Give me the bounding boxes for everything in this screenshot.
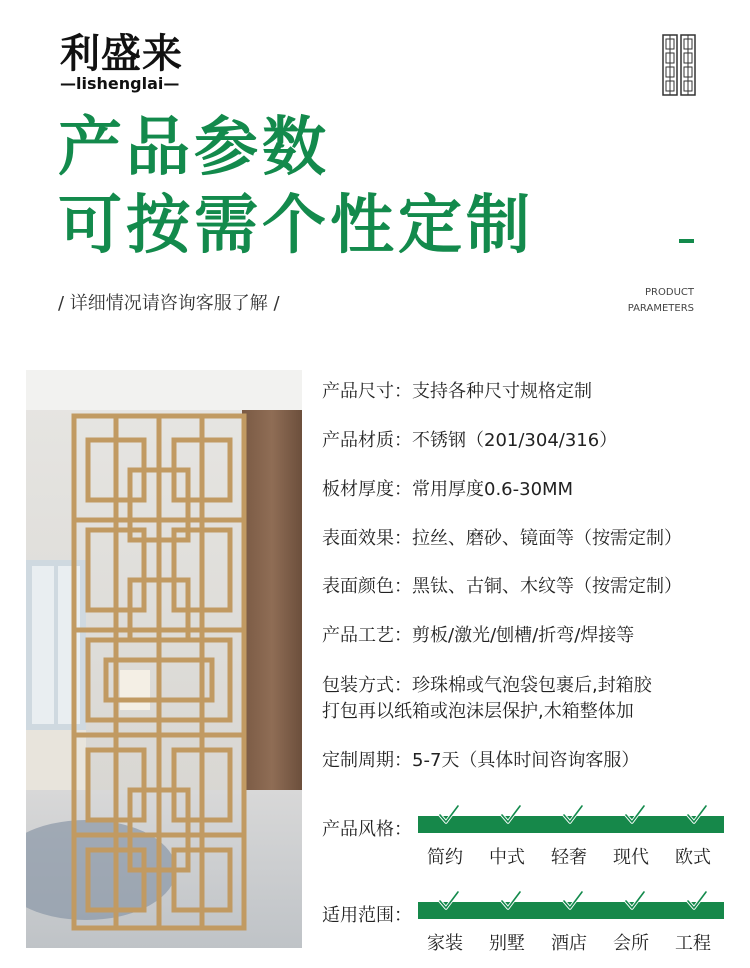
style-tag: 中式 bbox=[489, 847, 525, 868]
spec-packaging-cont: 打包再以纸箱或泡沫层保护,木箱整体加 bbox=[322, 701, 634, 722]
check-icon bbox=[685, 889, 709, 913]
scope-label: 适用范围： bbox=[322, 905, 412, 926]
product-photo bbox=[26, 370, 302, 948]
spec-process: 产品工艺：剪板/激光/刨槽/折弯/焊接等 bbox=[322, 625, 635, 646]
check-icon bbox=[437, 803, 461, 827]
accent-dash bbox=[679, 239, 694, 243]
scope-tag: 酒店 bbox=[551, 933, 587, 954]
spec-material: 产品材质：不锈钢（201/304/316） bbox=[322, 430, 618, 451]
spec-packaging: 包装方式：珍珠棉或气泡袋包裹后,封箱胶 bbox=[322, 675, 652, 696]
check-icon bbox=[561, 803, 585, 827]
check-icon bbox=[499, 803, 523, 827]
style-tag: 欧式 bbox=[675, 847, 711, 868]
headline-line1: 产品参数 bbox=[58, 111, 330, 185]
screen-thumbnail-icon bbox=[662, 34, 696, 96]
check-icon bbox=[499, 889, 523, 913]
spec-size: 产品尺寸：支持各种尺寸规格定制 bbox=[322, 381, 592, 402]
style-tag: 简约 bbox=[427, 847, 463, 868]
headline-line2: 可按需个性定制 bbox=[58, 189, 534, 263]
check-icon bbox=[623, 803, 647, 827]
brand-subname: —lishenglai— bbox=[60, 74, 180, 93]
scope-tag: 别墅 bbox=[489, 933, 525, 954]
scope-tag: 会所 bbox=[613, 933, 649, 954]
spec-lead-time: 定制周期：5-7天（具体时间咨询客服） bbox=[322, 750, 640, 771]
style-tag: 轻奢 bbox=[551, 847, 587, 868]
scope-tag: 家装 bbox=[427, 933, 463, 954]
check-icon bbox=[685, 803, 709, 827]
style-tag: 现代 bbox=[613, 847, 649, 868]
section-label: PRODUCT PARAMETERS bbox=[627, 287, 694, 314]
check-icon bbox=[623, 889, 647, 913]
style-label: 产品风格： bbox=[322, 819, 412, 840]
check-icon bbox=[437, 889, 461, 913]
spec-surface-effect: 表面效果：拉丝、磨砂、镜面等（按需定制） bbox=[322, 528, 682, 549]
scope-tag: 工程 bbox=[675, 933, 711, 954]
subtitle: / 详细情况请咨询客服了解 / bbox=[58, 293, 280, 314]
brand-name: 利盛来 bbox=[60, 31, 183, 77]
spec-thickness: 板材厚度：常用厚度0.6-30MM bbox=[322, 479, 574, 500]
spec-surface-color: 表面颜色：黑钛、古铜、木纹等（按需定制） bbox=[322, 576, 682, 597]
check-icon bbox=[561, 889, 585, 913]
